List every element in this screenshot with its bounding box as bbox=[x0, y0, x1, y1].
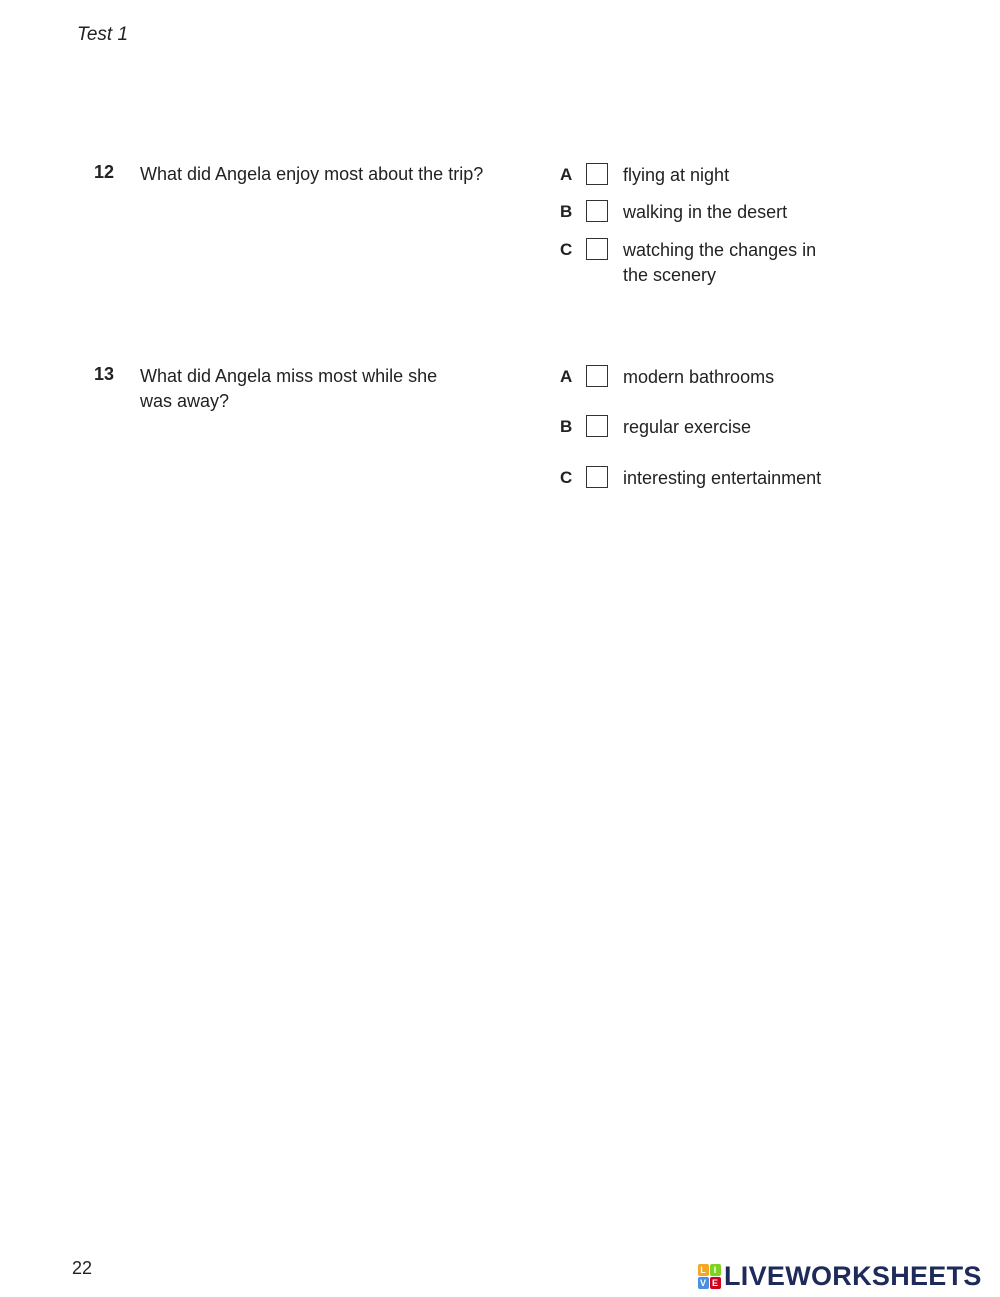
option-letter: A bbox=[560, 367, 573, 386]
option-text: interesting entertainment bbox=[623, 468, 822, 488]
logo-text: LIVEWORKSHEETS bbox=[724, 1261, 982, 1291]
answer-checkbox-12-a[interactable] bbox=[586, 163, 608, 185]
option-letter: A bbox=[560, 165, 573, 184]
logo-mark-letter: V bbox=[698, 1277, 709, 1289]
answer-checkbox-12-b[interactable] bbox=[586, 200, 608, 222]
option-13-a bbox=[560, 365, 890, 395]
option-12-a bbox=[560, 163, 890, 193]
logo-mark-icon bbox=[697, 1263, 721, 1289]
option-text: flying at night bbox=[623, 165, 730, 185]
answer-checkbox-12-c[interactable] bbox=[586, 238, 608, 260]
question-text: What did Angela enjoy most about the trip? bbox=[140, 164, 484, 184]
option-text: watching the changes in the scenery bbox=[623, 240, 817, 285]
option-13-c bbox=[560, 466, 890, 496]
option-12-c bbox=[560, 238, 890, 294]
option-text: regular exercise bbox=[623, 417, 752, 437]
option-letter: C bbox=[560, 240, 573, 259]
option-12-b bbox=[560, 200, 890, 230]
page-number: 22 bbox=[72, 1258, 93, 1278]
logo-mark-letter: I bbox=[710, 1264, 721, 1276]
answer-checkbox-13-a[interactable] bbox=[586, 365, 608, 387]
option-letter: B bbox=[560, 202, 573, 221]
option-letter: C bbox=[560, 468, 573, 487]
question-number: 12 bbox=[94, 162, 115, 182]
option-text: modern bathrooms bbox=[623, 367, 775, 387]
option-13-b bbox=[560, 415, 890, 445]
option-text: walking in the desert bbox=[623, 202, 788, 222]
answer-checkbox-13-b[interactable] bbox=[586, 415, 608, 437]
liveworksheets-logo bbox=[697, 1261, 982, 1291]
option-letter: B bbox=[560, 417, 573, 436]
test-title: Test 1 bbox=[77, 24, 129, 45]
logo-mark-letter: E bbox=[710, 1277, 721, 1289]
question-number: 13 bbox=[94, 364, 115, 384]
logo-mark-letter: L bbox=[698, 1264, 709, 1276]
question-text: What did Angela miss most while she was away? bbox=[140, 366, 438, 411]
answer-checkbox-13-c[interactable] bbox=[586, 466, 608, 488]
